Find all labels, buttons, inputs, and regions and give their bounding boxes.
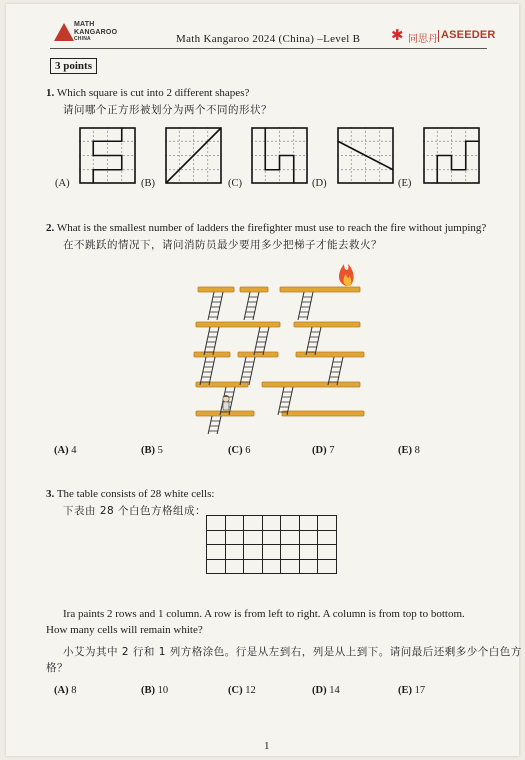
q1-figure-a [79,127,136,184]
grid-cell [207,516,226,531]
q3-number: 3. [46,488,55,500]
q2-option-a: (A) 4 [54,445,77,456]
grid-cell [262,530,281,545]
q2-number: 2. [46,222,55,234]
plank [238,352,278,357]
plank [282,411,364,416]
grid-cell [262,516,281,531]
grid-cell [225,516,244,531]
grid-cell [207,545,226,560]
brand-star-icon: ✱ [391,27,404,44]
q3-option-b: (B) 10 [141,685,169,696]
q3-text-en: The table consists of 28 white cells: [56,488,215,500]
math-kangaroo-logo [54,21,116,47]
q3-option-a: (A) 8 [54,685,77,696]
grid-cell [281,516,300,531]
q1-option-c: (C) [228,178,242,189]
firefighter-icon [223,395,230,410]
brand-en: ASEEDER [441,29,496,41]
grid-cell [281,559,300,574]
grid-cell [299,530,318,545]
grid-cell [207,559,226,574]
q2-option-c: (C) 6 [228,445,251,456]
q2-option-e: (E) 8 [398,445,420,456]
q3-body-en-1: Ira paints 2 rows and 1 column. A row is from left to right. A column is from top to bottom. [63,608,465,620]
grid-row [207,545,337,560]
q1-option-d: (D) [312,178,327,189]
grid-cell [262,545,281,560]
grid-row [207,530,337,545]
ladder-puzzle-figure [184,254,374,434]
grid-cell [299,545,318,560]
grid-cell [318,530,337,545]
plank [196,322,280,327]
grid-cell [299,559,318,574]
grid-cell [244,516,263,531]
logo-line-1: MATH [74,21,95,28]
grid-row [207,559,337,574]
q2-text [46,222,486,234]
q3-text [46,488,214,500]
grid-cell [318,545,337,560]
grid-row [207,516,337,531]
q2-text-en: What is the smallest number of ladders the firefighter must use to reach the fire without jumping? [56,222,487,234]
plank [240,287,268,292]
logo-line-3: CHINA [74,36,91,42]
q1-text-en: Which square is cut into 2 different shapes? [56,87,250,99]
q1-figure-b [165,127,222,184]
q1-figure-c [251,127,308,184]
q3-option-d: (D) 14 [312,685,340,696]
grid-cell [299,516,318,531]
grid-cell [244,530,263,545]
q1-option-e: (E) [398,178,412,189]
section-label: 3 points [50,58,97,74]
q3-option-c: (C) 12 [228,685,256,696]
q2-text-cn: 在不跳跃的情况下，请问消防员最少要用多少把梯子才能去救火？ [63,239,382,251]
kangaroo-triangle-icon [54,23,74,41]
grid-cell [244,545,263,560]
page-number: 1 [264,740,270,752]
white-cells-grid [206,515,337,574]
q3-body-cn-1: 小艾为其中 2 行和 1 列方格涂色。行是从左到右，列是从上到下。请问最后还剩多少个白色方 [63,646,522,658]
grid-cell [262,559,281,574]
grid-cell [318,516,337,531]
grid-cell [225,545,244,560]
grid-cell [244,559,263,574]
q2-option-b: (B) 5 [141,445,163,456]
q1-text-cn: 请问哪个正方形被划分为两个不同的形状？ [63,104,272,116]
plank [198,287,234,292]
q1-figure-d [337,127,394,184]
brand-cn: 同思丹 [408,34,438,45]
page-header-title: Math Kangaroo 2024 (China) –Level B [176,33,361,45]
header-divider [50,48,487,49]
plank [262,382,360,387]
logo-line-2: KANGAROO [74,28,118,36]
grid-cell [225,559,244,574]
exam-page [6,4,522,756]
plank [280,287,360,292]
aseeder-logo [391,28,495,46]
plank [194,352,230,357]
q3-body-cn-2: 格？ [46,662,68,674]
fire-icon [339,264,354,286]
q1-text [46,87,249,99]
q3-text-cn: 下表由 28 个白色方格组成： [63,505,207,517]
q1-option-b: (B) [141,178,155,189]
grid-cell [225,530,244,545]
q3-body-en-2: How many cells will remain white? [46,624,203,636]
grid-cell [207,530,226,545]
grid-cell [281,530,300,545]
grid-cell [318,559,337,574]
q1-number: 1. [46,87,55,99]
grid-cell [281,545,300,560]
q2-option-d: (D) 7 [312,445,335,456]
plank [294,322,360,327]
q3-option-e: (E) 17 [398,685,426,696]
q1-option-a: (A) [55,178,70,189]
q1-figure-e [423,127,480,184]
